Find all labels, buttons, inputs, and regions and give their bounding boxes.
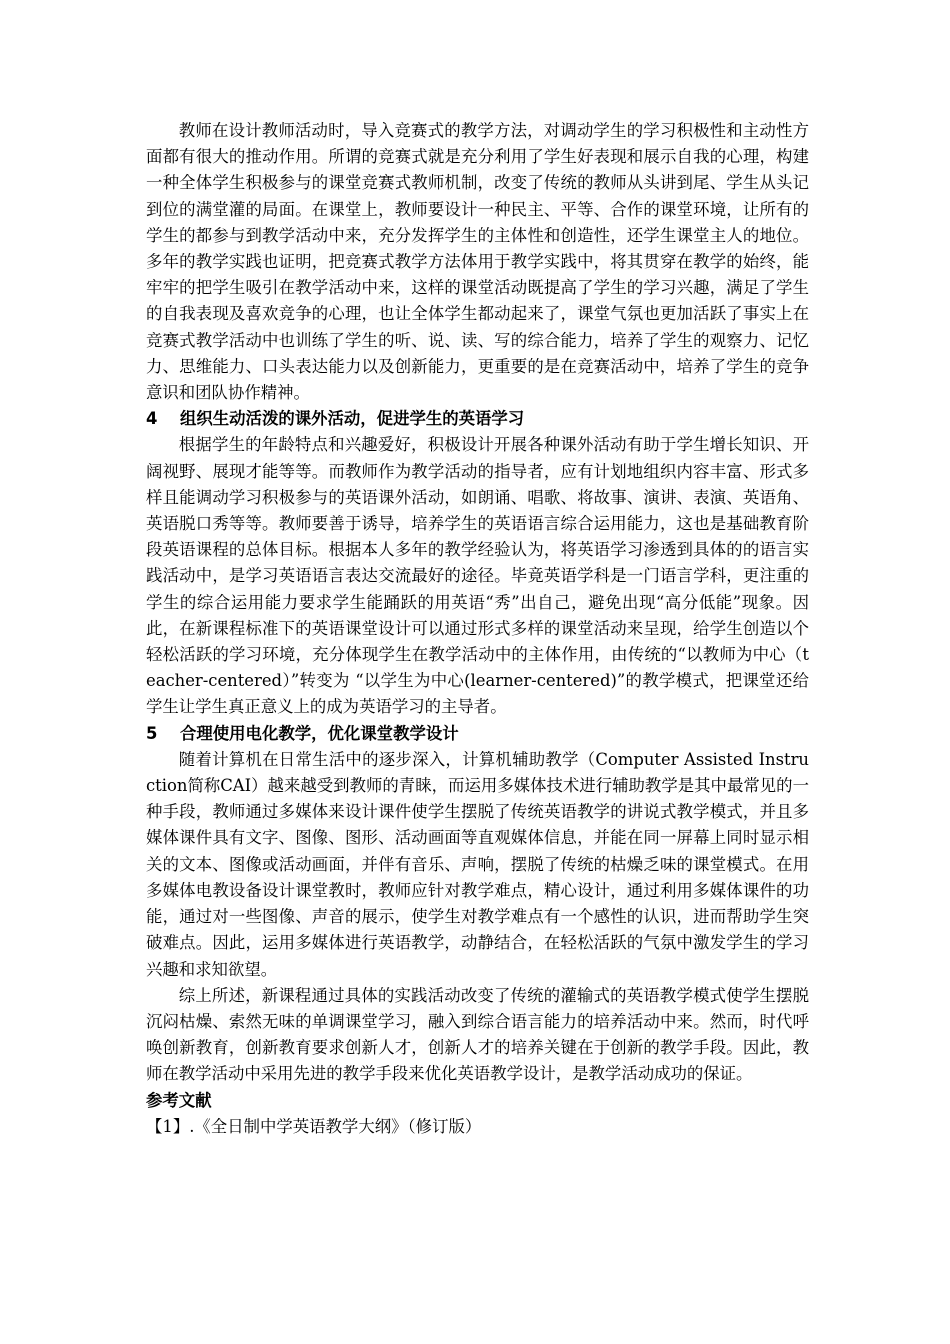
body-paragraph: 教师在设计教师活动时，导入竞赛式的教学方法，对调动学生的学习积极性和主动性方面都有很大的推动作用。所谓的竞赛式就是充分利用了学生好表现和展示自我的心理，构建一种全体学生积极参与的课堂竞赛式教师机制，改变了传统的教师从头讲到尾、学生从头记到位的满堂灌的局面。在课堂上，教师要设计一种民主、平等、合作的课堂环境，让所有的学生的都参与到教学活动中来，充分发挥学生的主体性和创造性，还学生课堂主人的地位。多年的教学实践也证明，把竞赛式教学方法体用于教学实践中，将其贯穿在教学的始终，能牢牢的把学生吸引在教学活动中来，这样的课堂活动既提高了学生的学习兴趣，满足了学生的自我表现及喜欢竞争的心理，也让全体学生都动起来了，课堂气氛也更加活跃了事实上在竞赛式教学活动中也训练了学生的听、说、读、写的综合能力，培养了学生的观察力、记忆力、思维能力、口头表达能力以及创新能力，更重要的是在竞赛活动中，培养了学生的竞争意识和团队协作精神。: [146, 121, 809, 403]
section-title: 组织生动活泼的课外活动，促进学生的英语学习: [180, 409, 525, 429]
section-title: 合理使用电化教学，优化课堂教学设计: [180, 723, 459, 743]
reference-item: 【1】.《全日制中学英语教学大纲》（修订版）: [146, 1116, 482, 1136]
document-page: [146, 118, 809, 1140]
body-paragraph: 根据学生的年龄特点和兴趣爱好，积极设计开展各种课外活动有助于学生增长知识、开阔视野、展现才能等等。而教师作为教学活动的指导者，应有计划地组织内容丰富、形式多样且能调动学习积极参与的英语课外活动，如朗诵、唱歌、将故事、演讲、表演、英语角、英语脱口秀等等。教师要善于诱导，培养学生的英语语言综合运用能力，这也是基础教育阶段英语课程的总体目标。根据本人多年的教学经验认为，将英语学习渗透到具体的的语言实践活动中，是学习英语语言表达交流最好的途径。毕竟英语学科是一门语言学科，更注重的学生的综合运用能力要求学生能踊跃的用英语“秀”出自己，避免出现“高分低能”现象。因此，在新课程标准下的英语课堂设计可以通过形式多样的课堂活动来呈现，给学生创造以个轻松活跃的学习环境，充分体现学生在教学活动中的主体作用，由传统的“以教师为中心（teacher-centered）”转变为 “以学生为中心(learner-centered)”的教学模式，把课堂还给学生让学生真正意义上的成为英语学习的主导者。: [146, 435, 809, 717]
conclusion-paragraph: 综上所述，新课程通过具体的实践活动改变了传统的灌输式的英语教学模式使学生摆脱沉闷枯燥、索然无味的单调课堂学习，融入到综合语言能力的培养活动中来。然而，时代呼唤创新教育，创新教育要求创新人才，创新人才的培养关键在于创新的教学手段。因此，教师在教学活动中采用先进的教学手段来优化英语教学设计，是教学活动成功的保证。: [146, 985, 809, 1084]
section-number: 4: [146, 409, 158, 429]
body-paragraph: 随着计算机在日常生活中的逐步深入，计算机辅助教学（Computer Assisted Instruction简称CAI）越来越受到教师的青睐，而运用多媒体技术进行辅助教学是其中最常见的一种手段，教师通过多媒体来设计课件使学生摆脱了传统英语教学的讲说式教学模式，并且多媒体课件具有文字、图像、图形、活动画面等直观媒体信息，并能在同一屏幕上同时显示相关的文本、图像或活动画面，并伴有音乐、声响，摆脱了传统的枯燥乏味的课堂模式。在用多媒体电教设备设计课堂教时，教师应针对教学难点，精心设计，通过利用多媒体课件的功能，通过对一些图像、声音的展示，使学生对教学难点有一个感性的认识，进而帮助学生突破难点。因此，运用多媒体进行英语教学，动静结合，在轻松活跃的气氛中激发学生的学习兴趣和求知欲望。: [146, 749, 809, 979]
section-number: 5: [146, 723, 158, 743]
section-heading-5: [146, 721, 809, 747]
references-title: 参考文献: [146, 1090, 212, 1110]
section-heading-4: [146, 406, 809, 432]
